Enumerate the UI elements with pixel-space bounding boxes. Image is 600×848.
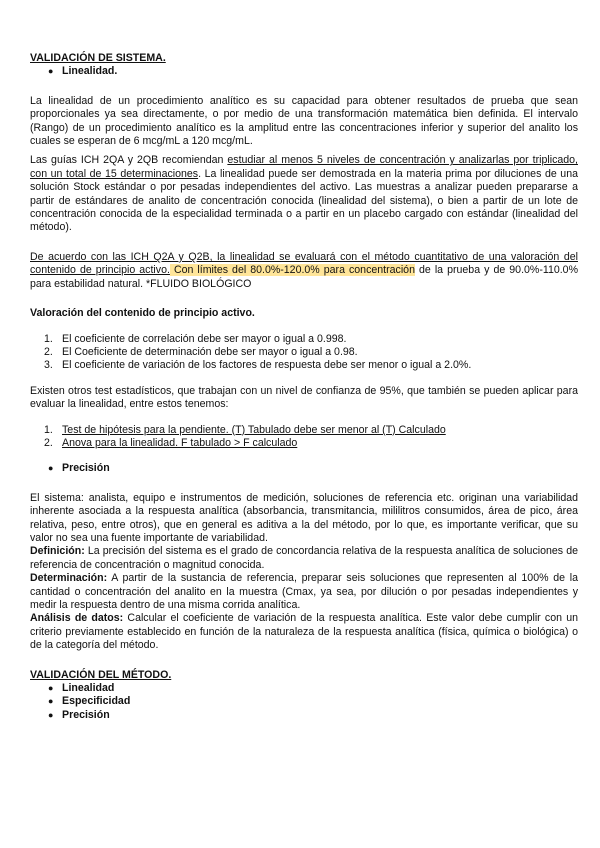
section-title-metodo: VALIDACIÓN DEL MÉTODO. [30,668,172,681]
paragraph-otros-test: Existen otros test estadísticos, que trabajan con un nivel de confianza de 95%, que también se pueden aplicar para evaluar la linealidad, entre estos tenemos: [30,384,578,411]
paragraph-guias-ich [30,154,578,234]
bullet-precision: ● Precisión [62,462,578,475]
heading-valoracion: Valoración del contenido de principio activo. [30,307,255,320]
text-ich-underlined: De acuerdo con las ICH Q2A y Q2B, la linealidad se evaluará con el método cuantitativo de una valoración del contenido de principio activo. [30,250,578,277]
paragraph-linealidad-definicion: La linealidad de un procedimiento analítico es su capacidad para obtener resultados de prueba que sean proporcionales ya sea directamente, o por medio de una transformación matemática bien definida. El intervalo (Rango) de un procedimiento analítico es la amplitud entre las concentraciones inferior y superior del analito los cuales se esperan de 6 mcg/mL a 120 mcg/mL. [30,94,578,148]
section-title-sistema: VALIDACIÓN DE SISTEMA. [30,52,166,64]
criteria-list [30,333,578,373]
paragraph-sistema-variabilidad: El sistema: analista, equipo e instrumentos de medición, soluciones de referencia etc. originan una variabilidad inherente asociada a la respuesta analítica (absorbancia, transmitancia, mililitros consumidos, área de pico, área relativa, peso, entre otros), que en general es aditiva a la del método, por lo que, es importante verificar, que su valor no sea una fuente importante de variabilidad. [30,491,578,544]
criteria-item: 1. El coeficiente de correlación debe ser mayor o igual a 0.998. [44,332,347,345]
label-analisis-datos: Análisis de datos: [30,612,124,625]
bullet-list-metodo [30,682,578,722]
bullet-metodo-precision: ● Precisión [62,709,578,722]
bullet-metodo-linealidad: ● Linealidad [62,682,578,695]
text-guias-underlined: estudiar al menos 5 niveles de concentración y analizarlas por triplicado, con un total de 15 determinaciones [30,154,578,180]
criteria-item: 3. El coeficiente de variación de los factores de respuesta debe ser menor o igual a 2.0%. [44,359,472,372]
paragraph-analisis-datos: Análisis de datos: Calcular el coeficiente de variación de la respuesta analítica. Este valor debe cumplir con un criterio previamente establecido en función de la naturaleza de la respuesta analítica (física, química o biológica) o de la categoría del método. [30,612,578,652]
criteria-item: 2. El Coeficiente de determinación debe ser mayor o igual a 0.98. [44,345,358,358]
bullet-metodo-especificidad: ● Especificidad [62,695,578,708]
tests-list [30,424,578,451]
text-guias-intro: Las guías ICH 2QA y 2QB recomiendan [30,154,228,167]
paragraph-definicion: Definición: La precisión del sistema es el grado de concordancia relativa de la respuesta analítica de soluciones de referencia de concentración o magnitud conocida. [30,545,578,571]
text-limites-highlight: Con límites del 80.0%-120.0% para concentración [169,264,415,277]
test-item: 2. Anova para la linealidad. F tabulado > F calculado [44,436,298,449]
label-definicion: Definición: [30,545,85,558]
text-guias-rest: . La linealidad puede ser demostrada en la materia prima por diluciones de una solución Stock estándar o por pesadas independientes del activo. Las muestras a analizar pueden prepararse a partir de estándares de analito de concentración conocida (linealidad del sistema), o bien a partir de un lote de concentración conocida de la especialidad terminada o a partir en un placebo cargado con estándar (linealidad del método). [30,167,578,234]
paragraph-ich-q2 [30,251,578,291]
label-determinacion: Determinación: [30,572,108,585]
text-ich-rest: de la prueba y de 90.0%-110.0% para estabilidad natural. *FLUIDO BIOLÓGICO [30,264,578,290]
bullet-list-sistema [30,65,578,78]
bullet-list-precision [30,462,578,475]
bullet-linealidad: ● Linealidad. [62,65,578,78]
paragraph-determinacion: Determinación: A partir de la sustancia de referencia, preparar seis soluciones que representen al 100% de la cantidad o concentración del analito en la muestra (Cmax, ya sea, por dilución o por pesadas independientes y medir la respuesta dentro de una misma corrida analítica. [30,572,578,611]
test-item: 1. Test de hipótesis para la pendiente. (T) Tabulado debe ser menor al (T) Calculado [44,423,446,436]
